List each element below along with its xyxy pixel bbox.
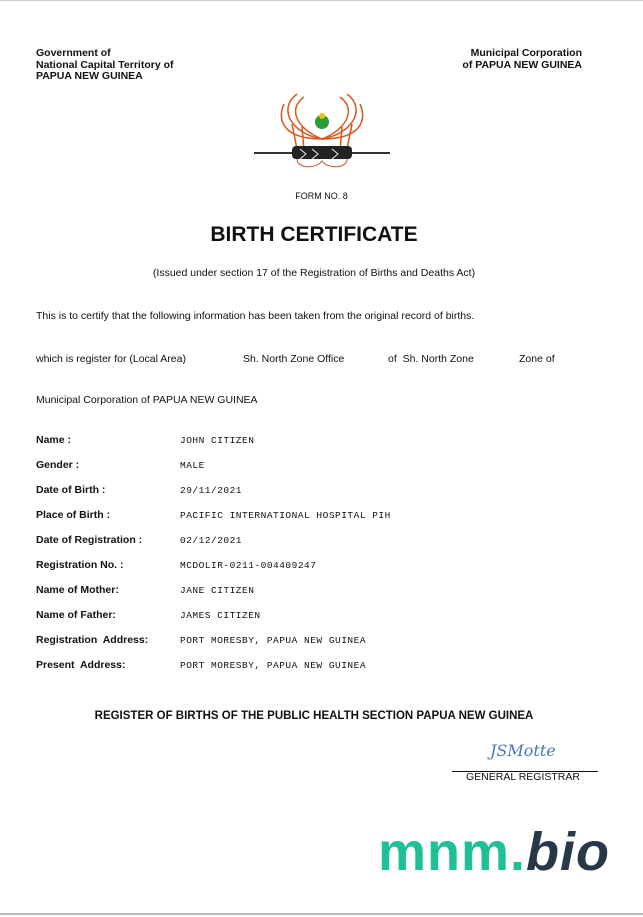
header-left-line: National Capital Territory of bbox=[36, 58, 174, 71]
field-value: MCDOLIR-0211-004409247 bbox=[180, 560, 317, 571]
header-right-line: of PAPUA NEW GUINEA bbox=[462, 58, 582, 71]
field-label: Registration Address: bbox=[36, 634, 149, 646]
local-area-zone-of: Zone of bbox=[519, 353, 555, 365]
local-area-zone: of Sh. North Zone bbox=[388, 353, 474, 365]
municipal-text: Municipal Corporation of PAPUA NEW GUINEA bbox=[36, 394, 258, 406]
field-value: 29/11/2021 bbox=[180, 485, 243, 496]
page-bottom-divider bbox=[0, 913, 643, 915]
field-label: Registration No. : bbox=[36, 559, 124, 571]
field-label: Place of Birth : bbox=[36, 509, 111, 521]
watermark-part: bio bbox=[526, 822, 611, 882]
field-label: Name of Father: bbox=[36, 609, 116, 621]
header-right bbox=[462, 48, 582, 71]
header-right-line: Municipal Corporation bbox=[470, 47, 582, 59]
field-label: Present Address: bbox=[36, 659, 126, 671]
png-emblem-icon bbox=[252, 89, 392, 169]
header-left-line: PAPUA NEW GUINEA bbox=[36, 70, 143, 82]
field-value: MALE bbox=[180, 460, 205, 471]
watermark-part: mnm. bbox=[378, 822, 527, 882]
header-left bbox=[36, 48, 174, 83]
field-label: Name of Mother: bbox=[36, 584, 119, 596]
header-left-line: Government of bbox=[36, 47, 111, 59]
register-heading: REGISTER OF BIRTHS OF THE PUBLIC HEALTH SECTION PAPUA NEW GUINEA bbox=[94, 710, 534, 722]
field-label: Gender : bbox=[36, 459, 80, 471]
local-area-label: which is register for (Local Area) bbox=[36, 353, 186, 365]
field-value: PACIFIC INTERNATIONAL HOSPITAL PIH bbox=[180, 510, 391, 521]
form-number: FORM NO. 8 bbox=[295, 191, 348, 201]
document-title: BIRTH CERTIFICATE bbox=[210, 223, 418, 246]
field-value: JANE CITIZEN bbox=[180, 585, 255, 596]
field-label: Date of Registration : bbox=[36, 534, 143, 546]
watermark-logo bbox=[378, 821, 610, 883]
field-value: PORT MORESBY, PAPUA NEW GUINEA bbox=[180, 660, 367, 671]
field-value: JAMES CITIZEN bbox=[180, 610, 261, 621]
issued-under-text: (Issued under section 17 of the Registration of Births and Deaths Act) bbox=[152, 267, 476, 279]
registrar-label: GENERAL REGISTRAR bbox=[466, 771, 580, 783]
field-label: Name : bbox=[36, 434, 72, 446]
local-area-office: Sh. North Zone Office bbox=[243, 353, 345, 365]
field-label: Date of Birth : bbox=[36, 484, 106, 496]
field-value: JOHN CITIZEN bbox=[180, 435, 255, 446]
certify-text: This is to certify that the following information has been taken from the original record of births. bbox=[36, 310, 475, 322]
field-value: 02/12/2021 bbox=[180, 535, 243, 546]
signature: JSMotte bbox=[490, 741, 556, 760]
field-value: PORT MORESBY, PAPUA NEW GUINEA bbox=[180, 635, 367, 646]
